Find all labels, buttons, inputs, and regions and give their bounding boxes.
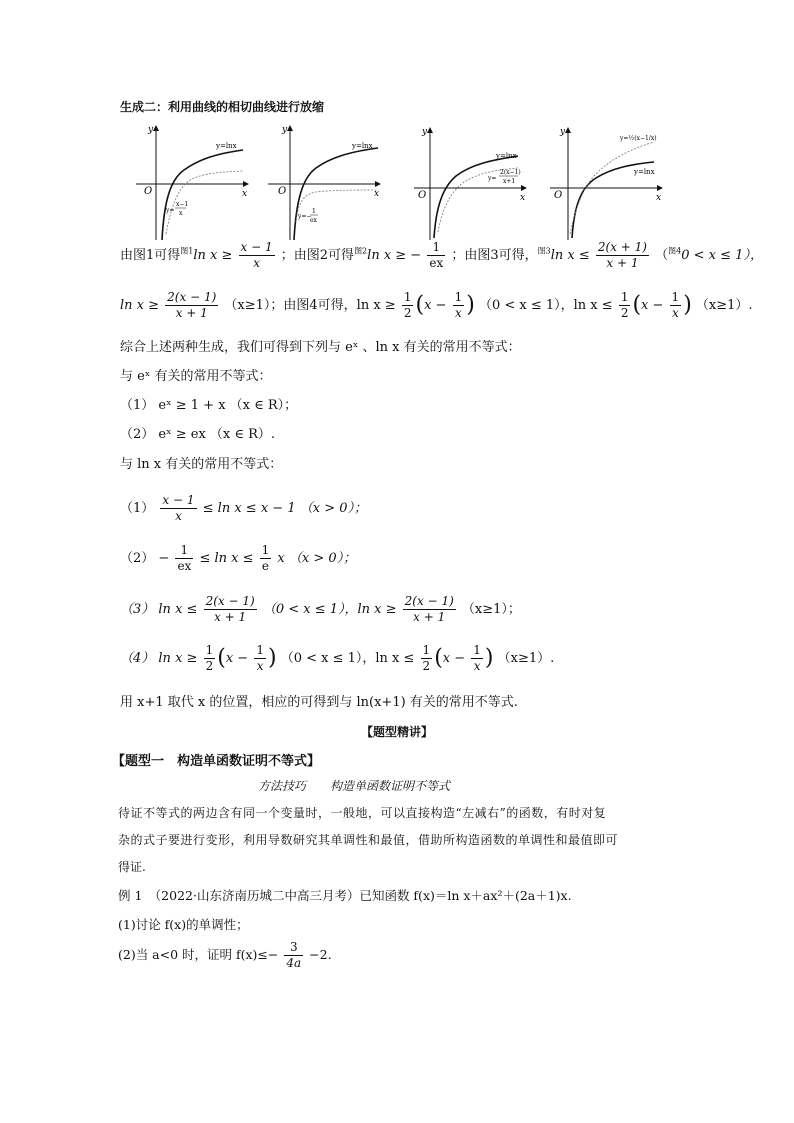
method-text-2: 杂的式子要进行变形，利用导数研究其单调性和最值，借助所构造函数的单调性和最值即可 (118, 833, 619, 847)
fig2-curve-label: y=lnx (352, 142, 373, 150)
svg-text:y=: y= (488, 175, 497, 182)
ln-title: 与 ln x 有关的常用不等式： (120, 457, 283, 472)
example-1: 例 1 （2022·山东济南历城二中高三月考）已知函数 f(x)＝ln x＋ax²＋(2a＋1)x. (118, 888, 572, 903)
figure-4 (550, 127, 662, 240)
fig2-ln-curve (294, 148, 378, 240)
fig3-curve-label: y=lnx (496, 152, 517, 160)
fig1-origin-label: O (144, 186, 153, 197)
topic-1-heading: 【题型一 构造单函数证明不等式】 (112, 754, 321, 769)
svg-text:y=−: y=− (298, 213, 312, 220)
fig4-tangent-label: y=½(x−1/x) (620, 135, 657, 142)
fig2-origin-label: O (278, 186, 287, 197)
topic-lecture-heading: 【题型精讲】 (360, 725, 433, 739)
result-line-2: ln x ≥ $\frac{2(x - 1)}{x + 1}$ （x≥1）；由图4可得，ln x ≥ $\frac{1}{2}$ (x − $\frac{1}{x}$ ) （0 < x ≤ 1），ln x ≤ $\frac{1}{2}$ (x − $\frac{1}{x}$ ) （x≥1）. (120, 290, 753, 320)
fig4-curve-label: y=lnx (634, 168, 655, 176)
result-line-1: 由图1可得$^{图1}$ln x ≥ $\frac{x - 1}{x}$ ；由图2可得$^{图2}$ln x ≥ − $\frac{1}{ex}$ ；由图3可得，$^{图3}$ln x ≤ $\frac{2(x + 1)}{x + 1}$ （$^{图4}$0 < x ≤ 1）， (120, 240, 763, 270)
ln-inequality-3: （3） ln x ≤ $\frac{2(x - 1)}{x + 1}$ （0 < x ≤ 1），ln x ≥ $\frac{2(x - 1)}{x + 1}$ （x≥1）； (120, 594, 521, 624)
fig4-x-label: x (656, 193, 662, 203)
fig3-x-label: x (520, 193, 526, 203)
summary-text: 综合上述两种生成，我们可得到下列与 eˣ 、ln x 有关的常用不等式： (120, 340, 521, 355)
ln-inequality-4: （4） ln x ≥ $\frac{1}{2}$ (x − $\frac{1}{x}$ ) （0 < x ≤ 1），ln x ≤ $\frac{1}{2}$ (x − $\frac{1}{x}$ ) （x≥1）. (120, 643, 555, 673)
fig4-origin-label: O (554, 190, 563, 201)
ex-inequality-2: （2） eˣ ≥ ex （x ∈ R）. (120, 427, 276, 442)
svg-text:y=: y= (166, 207, 175, 214)
svg-text:x: x (179, 210, 183, 217)
question-1: (1)讨论 f(x)的单调性； (118, 917, 249, 932)
svg-text:1: 1 (312, 208, 316, 215)
substitute-text: 用 x+1 取代 x 的位置，相应的可得到与 ln(x+1) 有关的常用不等式. (120, 695, 518, 710)
fig1-curve-label: y=lnx (216, 142, 237, 150)
fig1-y-label: y (148, 125, 154, 135)
fig2-x-label: x (374, 189, 380, 199)
fig1-ln-curve (162, 150, 243, 240)
fig2-y-label: y (282, 125, 288, 135)
svg-text:x+1: x+1 (503, 178, 516, 185)
figure-1 (136, 125, 248, 240)
figure-2 (268, 125, 380, 240)
svg-text:x−1: x−1 (176, 201, 189, 208)
svg-text:2(x−1): 2(x−1) (500, 169, 521, 176)
section-heading: 生成二：利用曲线的相切曲线进行放缩 (120, 100, 325, 114)
method-title: 方法技巧 构造单函数证明不等式 (258, 779, 451, 793)
figure-3 (414, 127, 526, 240)
method-text-1: 待证不等式的两边含有同一个变量时，一般地，可以直接构造“左减右”的函数，有时对复 (118, 806, 607, 820)
method-text-3: 得证. (118, 860, 146, 874)
ex-title: 与 eˣ 有关的常用不等式： (120, 369, 272, 384)
ex-inequality-1: （1） eˣ ≥ 1 + x （x ∈ R）； (120, 398, 298, 413)
fig3-y-label: y (422, 127, 428, 137)
ln-inequality-2: （2） − $\frac{1}{ex}$ ≤ ln x ≤ $\frac{1}{e}$ x （x > 0）； (120, 543, 357, 573)
question-2: (2)当 a<0 时，证明 f(x)≤− $\frac{3}{4a}$ −2. (118, 940, 332, 970)
ln-inequality-1: （1） $\frac{x - 1}{x}$ ≤ ln x ≤ x − 1 （x > 0）； (120, 493, 367, 523)
svg-text:ex: ex (310, 217, 317, 224)
fig3-origin-label: O (418, 190, 427, 201)
fig4-y-label: y (560, 127, 566, 137)
figures-row (118, 122, 698, 244)
fig1-x-label: x (242, 189, 248, 199)
